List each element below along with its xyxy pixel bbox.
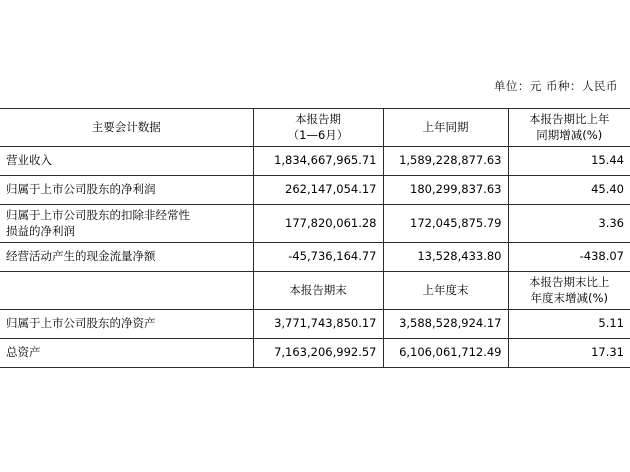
row-value-deducted-net-profit-change: 3.36 xyxy=(508,205,630,243)
row-value-revenue-change: 15.44 xyxy=(508,147,630,176)
row-label-total-assets: 总资产 xyxy=(0,339,253,368)
row-value-net-assets-change: 5.11 xyxy=(508,310,630,339)
header-balance-blank xyxy=(0,272,253,310)
row-value-net-profit-change: 45.40 xyxy=(508,176,630,205)
header-current-period-line2: （1—6月） xyxy=(287,127,349,142)
table-row xyxy=(0,243,630,272)
row-label-net-profit: 归属于上市公司股东的净利润 xyxy=(0,176,253,205)
header-balance-change-pct xyxy=(508,272,630,310)
row-value-total-assets-previous: 6,106,061,712.49 xyxy=(383,339,508,368)
table-row xyxy=(0,147,630,176)
table-header-row-balance xyxy=(0,272,630,310)
unit-currency-note: 单位：元 币种：人民币 xyxy=(493,79,618,93)
header-prior-year-end: 上年度末 xyxy=(383,272,508,310)
financial-summary-section xyxy=(0,78,630,368)
header-balance-change-line2: 年度末增减(%) xyxy=(530,290,608,305)
row-value-revenue-previous: 1,589,228,877.63 xyxy=(383,147,508,176)
header-balance-change-line1: 本报告期末比上 xyxy=(529,275,610,290)
row-value-total-assets-change: 17.31 xyxy=(508,339,630,368)
table-row xyxy=(0,176,630,205)
header-current-period-line1: 本报告期 xyxy=(295,112,341,126)
header-period-change-line1: 本报告期比上年 xyxy=(529,112,610,126)
row-value-net-assets-current: 3,771,743,850.17 xyxy=(253,310,383,339)
row-value-deducted-net-profit-previous: 172,045,875.79 xyxy=(383,205,508,243)
row-label-deducted-net-profit-line2: 损益的净利润 xyxy=(6,223,75,238)
row-value-operating-cash-flow-change: -438.07 xyxy=(508,243,630,272)
table-row xyxy=(0,310,630,339)
row-value-total-assets-current: 7,163,206,992.57 xyxy=(253,339,383,368)
header-prior-period: 上年同期 xyxy=(383,109,508,147)
table-header-row-period xyxy=(0,109,630,147)
header-main-accounting-data: 主要会计数据 xyxy=(0,109,253,147)
row-value-deducted-net-profit-current: 177,820,061.28 xyxy=(253,205,383,243)
row-label-deducted-net-profit-line1: 归属于上市公司股东的扣除非经常性 xyxy=(6,208,190,223)
row-label-net-assets: 归属于上市公司股东的净资产 xyxy=(0,310,253,339)
header-period-end: 本报告期末 xyxy=(253,272,383,310)
header-period-change-pct xyxy=(508,109,630,147)
row-value-operating-cash-flow-current: -45,736,164.77 xyxy=(253,243,383,272)
row-value-operating-cash-flow-previous: 13,528,433.80 xyxy=(383,243,508,272)
table-row xyxy=(0,339,630,368)
header-current-period xyxy=(253,109,383,147)
row-value-net-assets-previous: 3,588,528,924.17 xyxy=(383,310,508,339)
row-label-revenue: 营业收入 xyxy=(0,147,253,176)
row-value-revenue-current: 1,834,667,965.71 xyxy=(253,147,383,176)
row-label-operating-cash-flow: 经营活动产生的现金流量净额 xyxy=(0,243,253,272)
table-row xyxy=(0,205,630,243)
financial-summary-table xyxy=(0,108,630,368)
header-period-change-line2: 同期增减(%) xyxy=(536,127,603,142)
row-value-net-profit-previous: 180,299,837.63 xyxy=(383,176,508,205)
row-value-net-profit-current: 262,147,054.17 xyxy=(253,176,383,205)
row-label-deducted-net-profit xyxy=(0,205,253,243)
